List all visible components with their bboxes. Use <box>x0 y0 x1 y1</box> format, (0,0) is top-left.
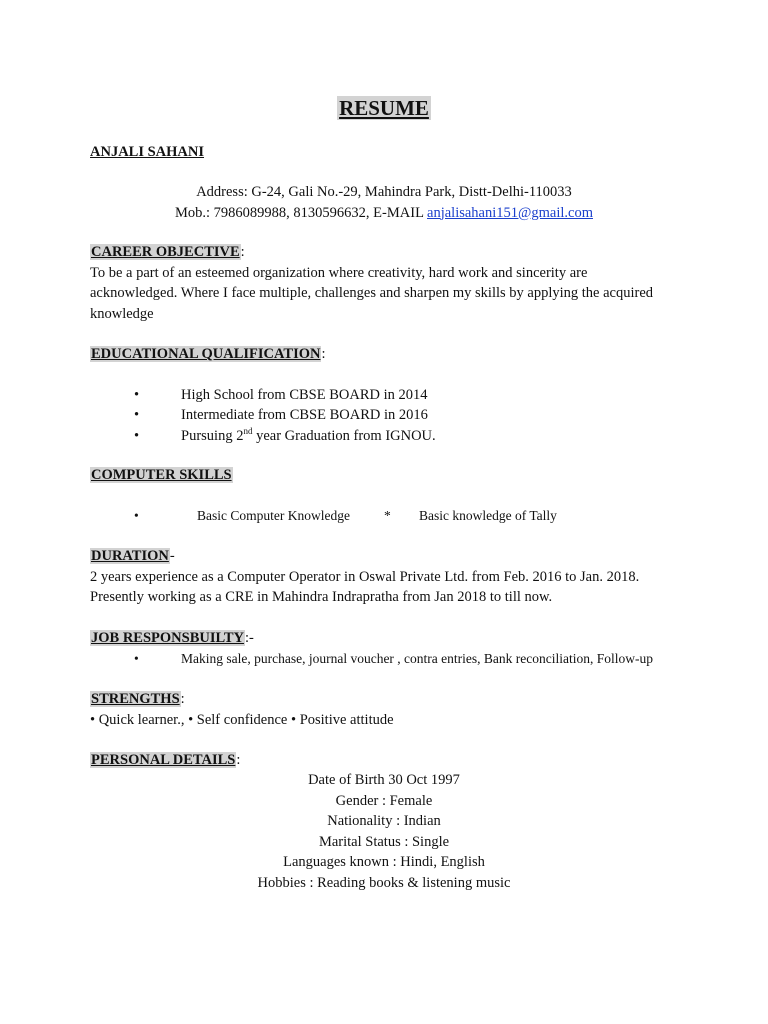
strengths-heading: STRENGTHS <box>91 691 180 707</box>
pursuing-rest: year Graduation from IGNOU. <box>252 427 436 444</box>
email-link[interactable]: anjalisahani151@gmail.com <box>427 204 593 221</box>
duration-line-2: Presently working as a CRE in Mahindra Indrapratha from Jan 2018 to till now. <box>90 589 553 605</box>
education-list <box>90 385 680 447</box>
career-objective-line-1: To be a part of an esteemed organization where creativity, hard work and sincerity are <box>90 264 588 281</box>
education-colon: : <box>321 346 326 362</box>
job-section <box>90 628 690 669</box>
dob-line: Date of Birth 30 Oct 1997 <box>308 772 460 788</box>
strengths-line: • Quick learner., • Self confidence • Positive attitude <box>90 711 394 728</box>
career-objective-line-3: knowledge <box>90 305 154 322</box>
list-item: • High School from CBSE BOARD in 2014 <box>90 385 680 406</box>
duration-section <box>90 546 690 608</box>
list-item: • Making sale, purchase, journal voucher , contra entries, Bank reconciliation, Follow-up <box>90 649 690 670</box>
strengths-colon: : <box>180 691 185 707</box>
personal-details-section <box>90 750 680 771</box>
duration-heading: DURATION <box>91 548 169 564</box>
gender-line: Gender : Female <box>335 792 433 809</box>
mobile-email-line <box>0 203 768 224</box>
hobbies-line: Hobbies : Reading books & listening music <box>257 874 511 891</box>
skill-basic-computer: Basic Computer Knowledge <box>197 507 350 523</box>
mobile-text: Mob.: 7986089988, 8130596632, E-MAIL <box>175 204 428 221</box>
skills-bullet: • <box>134 507 139 523</box>
languages-line: Languages known : Hindi, English <box>283 854 485 870</box>
skills-separator: * <box>384 507 391 523</box>
marital-status-line: Marital Status : Single <box>318 833 450 850</box>
applicant-name: ANJALI SAHANI <box>90 144 205 160</box>
job-suffix: :- <box>244 630 254 646</box>
personal-details-heading: PERSONAL DETAILS <box>91 752 236 768</box>
job-heading: JOB RESPONSBUILTY <box>91 630 244 646</box>
duration-suffix: - <box>169 548 175 564</box>
list-item: • Intermediate from CBSE BOARD in 2016 <box>90 405 680 426</box>
list-item <box>90 426 680 447</box>
address-line: Address: G-24, Gali No.-29, Mahindra Park, Distt-Delhi-110033 <box>196 184 572 200</box>
strengths-section <box>90 689 680 730</box>
personal-details-colon: : <box>236 752 241 768</box>
personal-details-block <box>0 770 768 893</box>
resume-title: RESUME <box>339 96 429 120</box>
skill-tally: Basic knowledge of Tally <box>419 507 557 523</box>
career-objective-colon: : <box>240 244 245 260</box>
computer-skills-heading: COMPUTER SKILLS <box>91 467 232 483</box>
pursuing-text: Pursuing 2 <box>181 427 244 444</box>
nationality-line: Nationality : Indian <box>327 813 441 829</box>
education-section <box>90 344 680 446</box>
career-objective-section <box>90 242 680 324</box>
job-list <box>90 649 690 670</box>
pursuing-sup: nd <box>243 425 253 436</box>
career-objective-line-2: acknowledged. Where I face multiple, challenges and sharpen my skills by applying the acquired <box>90 285 654 301</box>
duration-line-1: 2 years experience as a Computer Operator in Oswal Private Ltd. from Feb. 2016 to Jan. 2018. <box>90 568 640 585</box>
career-objective-heading: CAREER OBJECTIVE <box>91 244 240 260</box>
computer-skills-section <box>90 465 680 526</box>
contact-block <box>0 182 768 223</box>
skills-row <box>90 506 680 526</box>
title-wrap <box>0 95 768 122</box>
education-heading: EDUCATIONAL QUALIFICATION <box>91 346 321 362</box>
